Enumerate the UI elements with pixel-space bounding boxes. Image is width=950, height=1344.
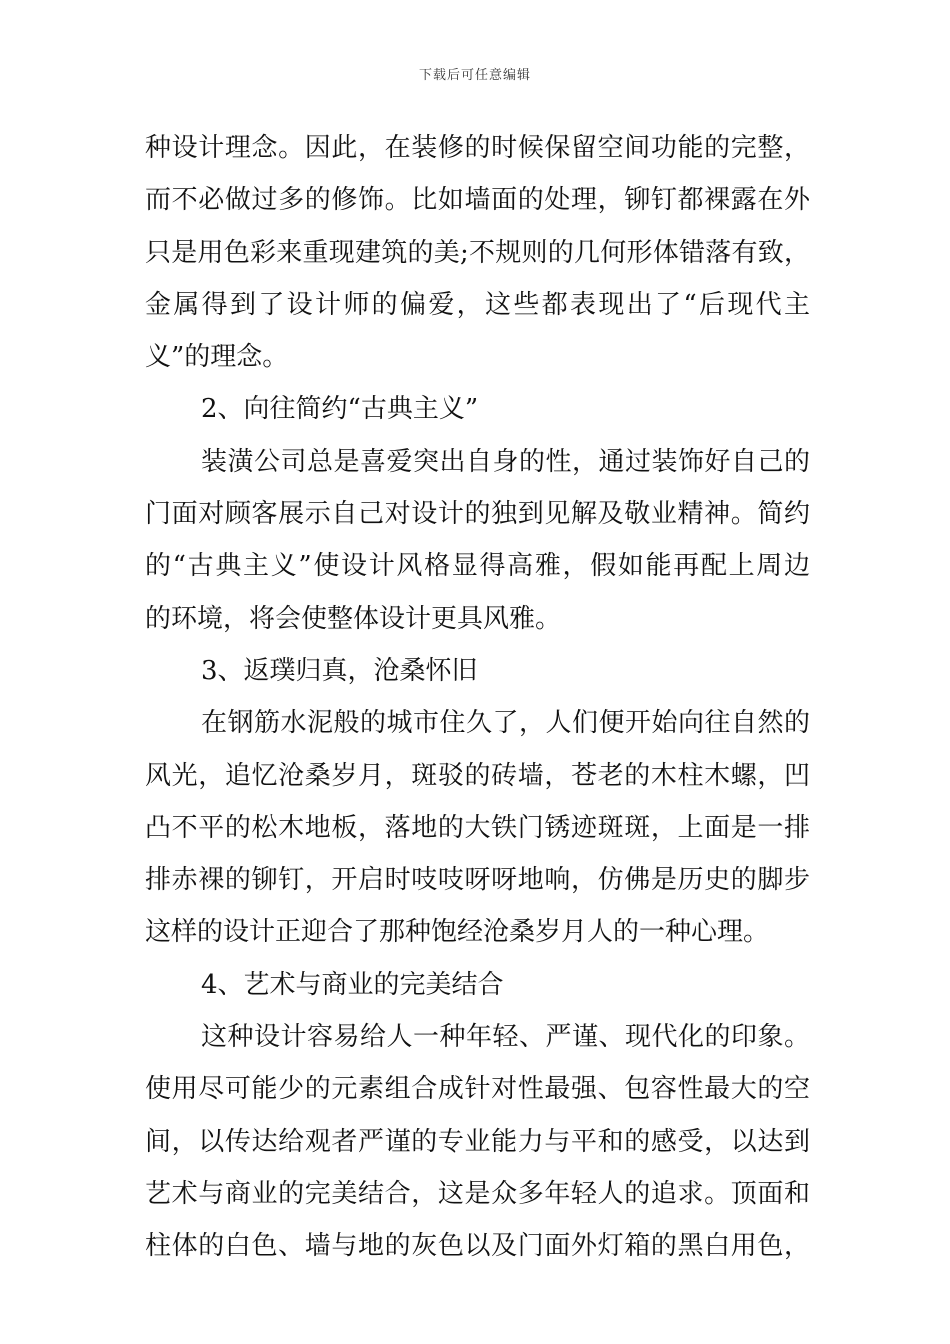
- paragraph-line: 使用尽可能少的元素组合成针对性最强、包容性最大的空: [145, 1074, 810, 1105]
- paragraph-line: 间，以传达给观者严谨的专业能力与平和的感受，以达到: [145, 1126, 810, 1157]
- paragraph-line: 柱体的白色、墙与地的灰色以及门面外灯箱的黑白用色，: [145, 1231, 810, 1262]
- paragraph-line: 金属得到了设计师的偏爱，这些都表现出了“后现代主: [145, 289, 810, 320]
- paragraph-line: 凸不平的松木地板，落地的大铁门锈迹斑斑，上面是一排: [145, 812, 810, 843]
- paragraph-line: 这种设计容易给人一种年轻、严谨、现代化的印象。: [201, 1022, 810, 1053]
- paragraph-line: 的环境，将会使整体设计更具风雅。: [145, 603, 562, 634]
- paragraph-line: 种设计理念。因此，在装修的时候保留空间功能的完整，: [145, 133, 810, 163]
- section-heading: 3、返璞归真，沧桑怀旧: [201, 655, 478, 686]
- paragraph-line: 门面对顾客展示自己对设计的独到见解及敬业精神。简约: [145, 499, 810, 530]
- paragraph-line: 排赤裸的铆钉，开启时吱吱呀呀地响，仿佛是历史的脚步: [145, 865, 810, 896]
- section-heading: 2、向往简约“古典主义”: [201, 394, 479, 425]
- paragraph-line: 艺术与商业的完美结合，这是众多年轻人的追求。顶面和: [145, 1178, 810, 1209]
- section-heading: 4、艺术与商业的完美结合: [201, 969, 504, 1000]
- page-header: 下载后可任意编辑: [418, 68, 531, 83]
- document-body: [145, 126, 810, 1277]
- paragraph-line: 只是用色彩来重现建筑的美;不规则的几何形体错落有致，: [145, 237, 810, 268]
- paragraph-line: 装潢公司总是喜爱突出自身的性，通过装饰好自己的: [201, 446, 810, 477]
- paragraph-line: 在钢筋水泥般的城市住久了，人们便开始向往自然的: [201, 708, 810, 739]
- paragraph-line: 这样的设计正迎合了那种饱经沧桑岁月人的一种心理。: [145, 917, 770, 948]
- paragraph-line: 而不必做过多的修饰。比如墙面的处理，铆钉都裸露在外: [145, 185, 810, 216]
- paragraph-line: 的“古典主义”使设计风格显得高雅，假如能再配上周边: [145, 551, 810, 582]
- paragraph-line: 义”的理念。: [145, 342, 289, 373]
- paragraph-line: 风光，追忆沧桑岁月，斑驳的砖墙，苍老的木柱木螺，凹: [145, 760, 810, 791]
